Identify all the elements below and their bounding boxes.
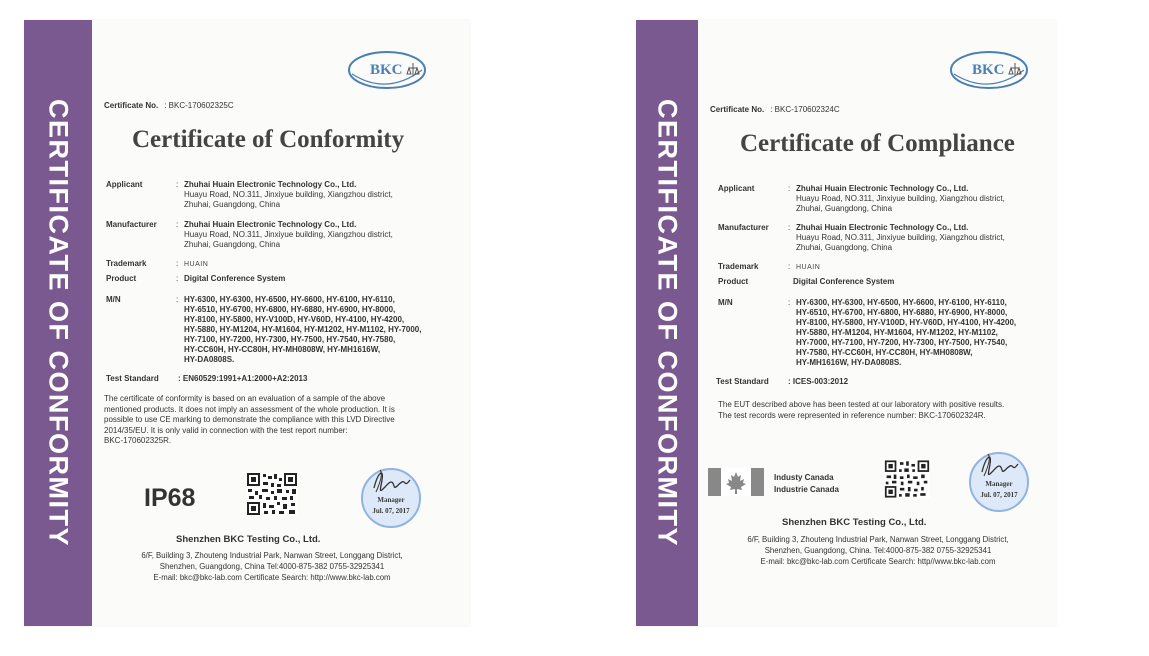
certificate-title: Certificate of Conformity xyxy=(132,126,405,153)
side-band-text: CERTIFICATE OF CONFORMITY xyxy=(652,99,683,547)
company-address: 6/F, Building 3, Zhouteng Industrial Park, Nanwan Street, Longgang District, Shenzhen, Guangdong, China. Tel:4000-875-382 0755-32925341 E-mail: bkc@bkc-lab.com Certificate Search: http//www.bkc-lab.com xyxy=(747,535,1009,566)
certificate-number: Certificate No. : BKC-170602325C xyxy=(104,101,234,110)
manager-seal-icon xyxy=(354,458,428,532)
manufacturer-field: Manufacturer : Zhuhai Huain Electronic Technology Co., Ltd. Huayu Road, NO.311, Jinxiyue building, Xiangzhou district, Zhuhai, Guangdong, China xyxy=(106,220,393,249)
side-band xyxy=(636,20,698,626)
product-field: Product : Digital Conference System xyxy=(106,274,286,283)
seal-date: Jul. 07, 2017 xyxy=(372,507,410,515)
test-standard-field: Test Standard : EN60529:1991+A1:2000+A2:2013 xyxy=(106,374,308,383)
huain-trademark-logo: HUAIN xyxy=(796,264,821,271)
product-field: Product Digital Conference System xyxy=(718,277,895,286)
applicant-field: Applicant : Zhuhai Huain Electronic Technology Co., Ltd. Huayu Road, NO.311, Jinxiyue building, Xiangzhou district, Zhuhai, Guangdong, China xyxy=(106,180,393,209)
seal-date: Jul. 07, 2017 xyxy=(980,491,1018,499)
company-address: 6/F, Building 3, Zhouteng Industrial Park, Nanwan Street, Longgang District, Shenzhen, Guangdong, China Tel:4000-875-382 0755-32925341 E-mail: bkc@bkc-lab.com Certificate Search: http://www.bkc-lab.com xyxy=(141,551,403,582)
applicant-field: Applicant : Zhuhai Huain Electronic Technology Co., Ltd. Huayu Road, NO.311, Jinxiyue building, Xiangzhou district, Zhuhai, Guangdong, China xyxy=(718,184,1005,213)
certificate-number: Certificate No. : BKC-170602324C xyxy=(710,105,840,114)
model-number-field: M/N : HY-6300, HY-6300, HY-6500, HY-6600, HY-6100, HY-6110, HY-6510, HY-6700, HY-6800, HY-6880, HY-6900, HY-8000, HY-8100, HY-5800, HY-V100D, HY-V60D, HY-4100, HY-4200, HY-5880, HY-M1204, HY-M1604, HY-M1202, HY-M1102, HY-7000, HY-7100, HY-7200, HY-7300, HY-7500, HY-7540, HY-7580, HY-CC60H, HY-CC80H, HY-MH0808W, HY-MH1616W, HY-DA0808S. xyxy=(106,295,422,364)
bkc-logo-icon xyxy=(948,48,1030,92)
compliance-statement: The EUT described above has been tested at our laboratory with positive results. The test records were represented in reference number: BKC-170602324R. xyxy=(718,400,1005,420)
manufacturer-field: Manufacturer : Zhuhai Huain Electronic Technology Co., Ltd. Huayu Road, NO.311, Jinxiyue building, Xiangzhou district, Zhuhai, Guangdong, China xyxy=(718,223,1005,252)
seal-role: Manager xyxy=(985,480,1013,488)
ip68-badge: IP68 xyxy=(144,484,196,512)
certificate-of-conformity xyxy=(24,20,470,626)
model-number-field: M/N : HY-6300, HY-6300, HY-6500, HY-6600, HY-6100, HY-6110, HY-6510, HY-6700, HY-6800, HY-6880, HY-6900, HY-8000, HY-8100, HY-5800, HY-V100D, HY-V60D, HY-4100, HY-4200, HY-5880, HY-M1204, HY-M1604, HY-M1202, HY-M1102, HY-7000, HY-7100, HY-7200, HY-7300, HY-7500, HY-7540, HY-7580, HY-CC60H, HY-CC80H, HY-MH0808W, HY-MH1616W, HY-DA0808S. xyxy=(718,298,1017,367)
bkc-logo-text: BKC xyxy=(370,62,403,78)
trademark-field: Trademark : HUAIN xyxy=(718,262,821,271)
side-band xyxy=(24,20,92,626)
test-standard-field: Test Standard : ICES-003:2012 xyxy=(716,377,849,386)
seal-role: Manager xyxy=(377,496,405,504)
manager-seal-icon xyxy=(962,442,1036,516)
qr-code-icon xyxy=(246,472,298,516)
trademark-field: Trademark : HUAIN xyxy=(106,259,209,268)
company-name: Shenzhen BKC Testing Co., Ltd. xyxy=(176,534,321,545)
bkc-logo-icon xyxy=(346,48,428,92)
side-band-text: CERTIFICATE OF CONFORMITY xyxy=(43,99,74,547)
certificate-title: Certificate of Compliance xyxy=(740,130,1015,157)
company-name: Shenzhen BKC Testing Co., Ltd. xyxy=(782,517,927,528)
certificate-of-compliance xyxy=(636,20,1056,626)
huain-trademark-logo: HUAIN xyxy=(184,261,209,268)
industry-canada-label: Industy Canada Industrie Canada xyxy=(774,473,839,494)
canada-flag-icon xyxy=(708,468,764,496)
qr-code-icon xyxy=(884,457,930,501)
bkc-logo-text: BKC xyxy=(972,62,1005,78)
conformity-statement: The certificate of conformity is based on an evaluation of a sample of the above mentioned products. It does not imply an assessment of the whole production. It is possible to use CE marking to demonstrate the compliance with this LVD Directive 2014/35/EU. It is only valid in connection with the test report number: BKC-170602325R. xyxy=(104,394,395,445)
